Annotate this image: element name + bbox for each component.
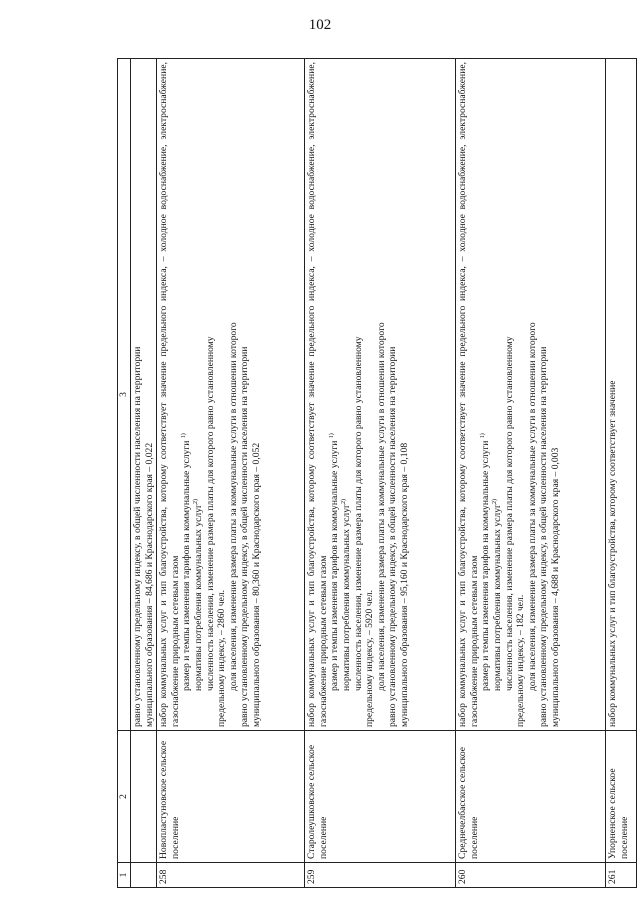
share-tail: муниципального образования – 80,360 и Краснодарского края – 0,052 <box>250 442 262 727</box>
description-cell <box>606 59 637 731</box>
row-number: 260 <box>456 863 606 888</box>
continuation-line: равно установленному предельному индексу, в общей численности населения на территории <box>132 346 143 727</box>
municipality-name: Упорненское сельское поселение <box>606 731 637 863</box>
share-mid: равно установленному предельному индексу, в общей численности населения на территории <box>538 346 550 727</box>
share-mid: равно установленному предельному индексу, в общей численности населения на территории <box>239 346 251 727</box>
description-cell <box>305 59 456 731</box>
header-col-3: 3 <box>118 59 131 731</box>
service-set-text: набор коммунальных услуг и тип благоустройства, которому соответствует значение предельного индекса, – холодное водоснабжение, электроснабжение, газоснабжение природным сетевым газом <box>457 62 480 727</box>
table-row <box>157 59 305 888</box>
service-set-text: набор коммунальных услуг и тип благоустройства, которому соответствует значение предельного индекса, – холодное водоснабжение, электроснабжение, газоснабжение природным сетевым газом <box>158 62 181 727</box>
continuation-row <box>131 59 157 888</box>
population-text: численность населения, изменение размера платы для которого равно установленному <box>503 336 515 691</box>
tariffs-text: размер и темпы изменения тарифов на коммунальные услуги $^{1)}$ <box>181 433 193 691</box>
tariffs-text: размер и темпы изменения тарифов на коммунальные услуги $^{1)}$ <box>329 433 341 691</box>
row-number: 259 <box>305 863 456 888</box>
data-table <box>117 58 637 888</box>
share-text: доля населения, изменение размера платы за коммунальные услуги в отношении которого <box>526 322 538 691</box>
service-set-text: набор коммунальных услуг и тип благоустройства, которому соответствует значение предельного индекса, – холодное водоснабжение, электроснабжение, газоснабжение природным сетевым газом <box>306 62 329 727</box>
population-tail: предельному индексу, – 2860 чел. <box>216 589 228 727</box>
row-number: 261 <box>606 863 637 888</box>
municipality-name: Новопластуновское сельское поселение <box>157 731 305 863</box>
share-mid: равно установленному предельному индексу, в общей численности населения на территории <box>387 346 399 727</box>
service-set-text: набор коммунальных услуг и тип благоустройства, которому соответствует значение <box>607 380 619 727</box>
header-col-2: 2 <box>118 731 131 863</box>
share-text: доля населения, изменение размера платы за коммунальные услуги в отношении которого <box>227 322 239 691</box>
norms-text: нормативы потребления коммунальных услуг$^{2)}$ <box>192 499 204 691</box>
norms-text: нормативы потребления коммунальных услуг$^{2)}$ <box>340 499 352 691</box>
population-text: численность населения, изменение размера платы для которого равно установленному <box>352 336 364 691</box>
norms-text: нормативы потребления коммунальных услуг$^{2)}$ <box>491 499 503 691</box>
population-text: численность населения, изменение размера платы для которого равно установленному <box>204 336 216 691</box>
continuation-cell <box>131 59 157 731</box>
header-col-1: 1 <box>118 863 131 888</box>
municipality-name: Старолеушковское сельское поселение <box>305 731 456 863</box>
municipality-name: Среднечелбасское сельское поселение <box>456 731 606 863</box>
population-tail: предельному индексу, – 5920 чел. <box>364 589 376 727</box>
table-row <box>305 59 456 888</box>
rotated-table-frame <box>117 58 637 888</box>
share-tail: муниципального образования – 4,688 и Краснодарского края – 0,003 <box>549 447 561 727</box>
share-tail: муниципального образования – 95,160 и Краснодарского края – 0,108 <box>398 442 410 727</box>
description-cell <box>456 59 606 731</box>
description-cell <box>157 59 305 731</box>
header-row <box>118 59 131 888</box>
landscape-content <box>117 58 637 888</box>
population-tail: предельному индексу, – 182 чел. <box>515 594 527 727</box>
table-row <box>456 59 606 888</box>
cell-empty <box>131 731 157 863</box>
row-number: 258 <box>157 863 305 888</box>
tariffs-text: размер и темпы изменения тарифов на коммунальные услуги $^{1)}$ <box>480 433 492 691</box>
cell-empty <box>131 863 157 888</box>
table-row <box>606 59 637 888</box>
page-number: 102 <box>308 17 332 33</box>
share-text: доля населения, изменение размера платы за коммунальные услуги в отношении которого <box>375 322 387 691</box>
continuation-line: муниципального образования – 84,686 и Краснодарского края – 0,022 <box>143 442 155 727</box>
